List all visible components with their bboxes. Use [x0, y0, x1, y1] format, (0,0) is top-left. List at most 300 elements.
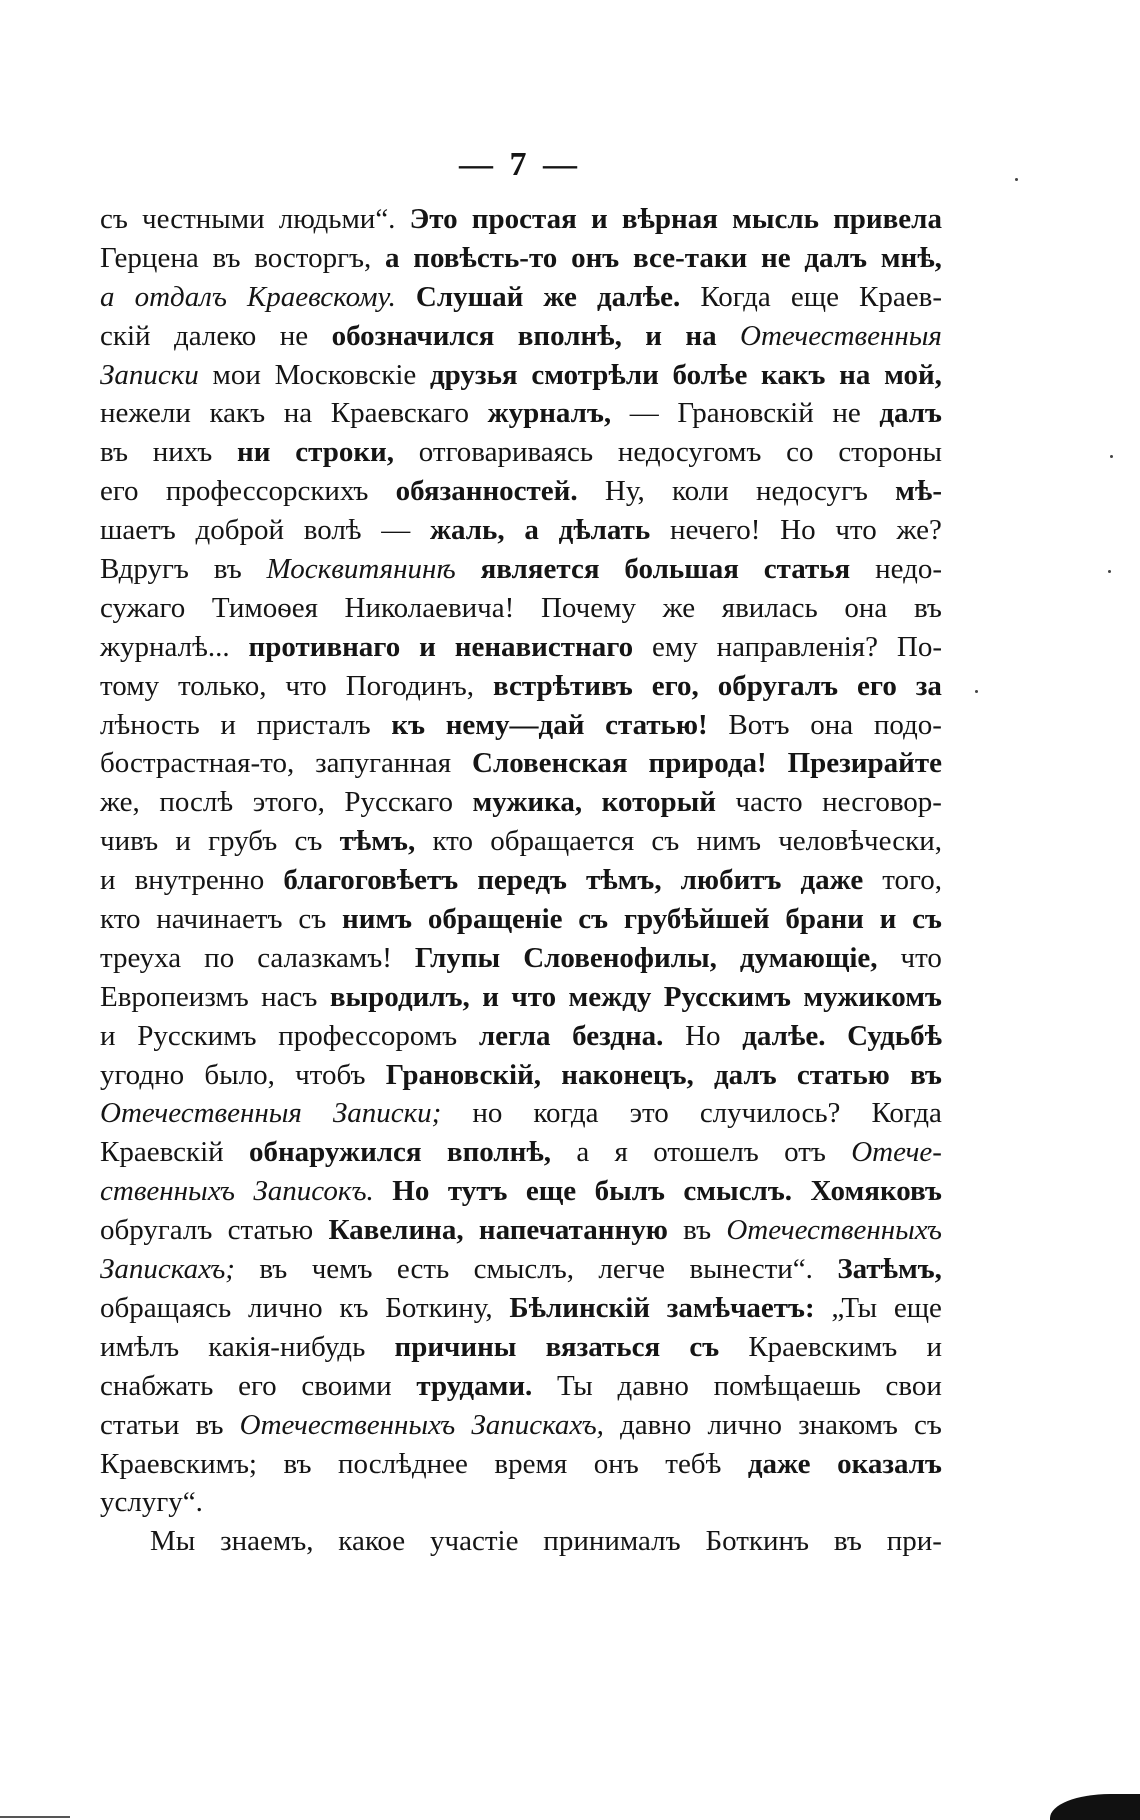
word: скій [100, 319, 151, 352]
word: Но [392, 1175, 430, 1208]
word: обращается [490, 825, 635, 858]
word: и [590, 203, 608, 235]
word: начинаетъ [156, 903, 283, 936]
word: обязанностей. [395, 475, 578, 508]
word: Записки [100, 358, 199, 391]
text-line [100, 822, 942, 861]
word: — [629, 397, 659, 430]
word: знаемъ, [220, 1525, 314, 1558]
word: тому [100, 669, 160, 702]
scan-speck [1110, 455, 1113, 458]
word: обругалъ [717, 669, 839, 702]
ink-smudge [1050, 1794, 1140, 1820]
word: въ [195, 1408, 224, 1441]
word: далъ [804, 241, 867, 274]
word: салазкамъ! [257, 941, 392, 974]
text-line [100, 939, 942, 978]
word: Отечественныя [740, 319, 942, 352]
word: любитъ [680, 864, 782, 897]
word: далъ [879, 397, 942, 430]
word: въ [259, 1253, 288, 1286]
word: Отечественныхъ [726, 1214, 942, 1247]
word: статьи [100, 1408, 180, 1441]
word: еще [893, 1291, 942, 1324]
text-line [100, 1289, 942, 1328]
word: Мы [150, 1525, 196, 1558]
word: обнаружился [248, 1136, 422, 1169]
word: снабжать [100, 1369, 214, 1402]
word: статья [763, 553, 851, 586]
word: мужика, [472, 786, 583, 819]
text-line [100, 1367, 942, 1406]
text-line [100, 628, 942, 667]
word: нимъ [342, 903, 413, 936]
word: что [835, 514, 877, 547]
word: Но [685, 1019, 721, 1052]
word: Когда [871, 1097, 942, 1130]
word: грубѣйшей [623, 903, 770, 936]
word: участіе [430, 1525, 519, 1558]
word: обругалъ [100, 1214, 213, 1247]
word: угодно [100, 1058, 185, 1091]
text-line [100, 200, 942, 239]
word: давно [619, 1408, 692, 1441]
word: что [285, 669, 327, 702]
word: Тимоѳея [211, 591, 318, 624]
word: Словенофилы, [523, 941, 717, 974]
word: кто [100, 903, 141, 936]
word: замѣчаетъ: [666, 1291, 815, 1324]
word: профессорскихъ [165, 475, 369, 508]
word: Глупы [414, 941, 501, 974]
text-line [100, 394, 942, 433]
word: Ты [557, 1369, 593, 1402]
word: время [494, 1447, 568, 1480]
word: мѣ- [895, 475, 942, 508]
word: Грановскій, [385, 1058, 542, 1091]
word: тѣмъ, [339, 825, 416, 858]
word: а [385, 241, 400, 274]
word: Отечественныя [100, 1097, 302, 1130]
word: послѣднее [338, 1447, 468, 1480]
word: грубъ [208, 825, 278, 858]
text-line [100, 356, 942, 395]
word: съ [912, 903, 942, 936]
word: и [100, 864, 116, 897]
word: обращеніе [427, 903, 563, 936]
word: въ [913, 591, 942, 624]
word: въ [683, 1214, 712, 1247]
word: же? [896, 514, 942, 547]
text-line [100, 239, 942, 278]
word: же [662, 591, 696, 624]
word: съ [914, 1408, 942, 1441]
word: Слушай [415, 280, 524, 313]
word: въ [833, 1525, 862, 1558]
word: даже [800, 864, 864, 897]
word: своими [301, 1369, 392, 1402]
word: чемъ [311, 1253, 373, 1286]
text-line [100, 861, 942, 900]
text-line [100, 1328, 942, 1367]
word: восторгъ, [254, 241, 372, 274]
word: принималъ [543, 1525, 681, 1558]
word: Краевскаго [330, 397, 469, 430]
word: передъ [477, 864, 567, 897]
word: мнѣ, [880, 241, 942, 274]
word: Боткину, [385, 1291, 493, 1324]
word: Русскимъ [663, 980, 791, 1013]
text-line [100, 744, 942, 783]
word: въ [212, 241, 241, 274]
word: съ [689, 1330, 720, 1363]
word: чтобъ [295, 1058, 366, 1091]
text-line [100, 667, 942, 706]
word: статью! [605, 708, 708, 741]
word: какъ [761, 358, 826, 391]
text-line [100, 1133, 942, 1172]
word: журналѣ... [100, 630, 230, 663]
word: Московскіе [274, 358, 417, 391]
word: противнаго [248, 630, 401, 663]
word: на [685, 319, 717, 352]
text-line [100, 511, 942, 550]
word: Словенская [472, 747, 628, 780]
word: далеко [173, 319, 257, 352]
word: Презирайте [787, 747, 942, 780]
word: нихъ [152, 436, 213, 469]
text-line [100, 978, 942, 1017]
word: еще [525, 1175, 577, 1208]
word: и [645, 319, 662, 352]
word: треуха [100, 941, 182, 974]
word: къ [391, 708, 425, 741]
word: что [511, 980, 557, 1013]
text-line [100, 1211, 942, 1250]
word: Герцена [100, 241, 199, 274]
word: Когда [700, 280, 771, 313]
word: недосугомъ [617, 436, 762, 469]
text-line [100, 1406, 942, 1445]
word: легче [598, 1253, 666, 1286]
word: недосугъ [756, 475, 868, 508]
word: Почему [540, 591, 636, 624]
text-line [100, 900, 942, 939]
word: мой, [884, 358, 942, 391]
word: подо- [873, 708, 942, 741]
word: и [482, 980, 499, 1013]
word: наконецъ, [561, 1058, 694, 1091]
word: Записки; [332, 1097, 442, 1130]
page-number: — 7 — [459, 146, 581, 183]
word: выродилъ, [329, 980, 470, 1013]
word: это [629, 1097, 669, 1130]
text-line [100, 1056, 942, 1095]
word: ственныхъ [100, 1175, 235, 1208]
word: обращаясь [100, 1291, 232, 1324]
word: Краевскій [100, 1136, 224, 1169]
word: этого, [252, 786, 325, 819]
text-line [100, 317, 942, 356]
word: Русскимъ [137, 1019, 257, 1052]
word: отдалъ [134, 280, 227, 313]
word: лѣность [100, 708, 200, 741]
word: все-таки [632, 241, 748, 274]
word: журналъ, [487, 397, 612, 430]
word: есть [396, 1253, 450, 1286]
word: Это [409, 203, 458, 235]
word: но [472, 1097, 503, 1130]
word: смыслъ. [683, 1175, 792, 1208]
word: — [381, 514, 411, 547]
word: трудами. [416, 1369, 533, 1402]
text-line [100, 589, 942, 628]
word: доброй [195, 514, 284, 547]
word: не [279, 319, 309, 352]
word: тѣмъ, [586, 864, 662, 897]
word: какъ [209, 397, 266, 430]
word: ни [237, 436, 271, 469]
word: нимъ [696, 825, 761, 858]
word: его [857, 669, 897, 702]
word: бострастная-то, [100, 747, 295, 780]
word: статью [796, 1058, 890, 1091]
word: человѣчески, [778, 825, 942, 858]
word: лично [707, 1408, 783, 1441]
word: Ну, [604, 475, 645, 508]
word: на [839, 358, 871, 391]
word: вынести“. [689, 1253, 813, 1286]
word: болѣе [672, 358, 748, 391]
text-line [100, 472, 942, 511]
word: Краевскимъ [748, 1330, 898, 1363]
text-line [100, 783, 942, 822]
word: Москвитянинѣ [266, 553, 456, 586]
word: часто [735, 786, 803, 819]
word: къ [339, 1291, 369, 1324]
word: простая [471, 203, 577, 235]
word: нему—дай [445, 708, 585, 741]
word: тебѣ [665, 1447, 722, 1480]
word: не [761, 241, 791, 274]
word: встрѣтивъ [492, 669, 633, 702]
word: отговариваясь [418, 436, 594, 469]
word: какія-нибудь [208, 1330, 366, 1363]
word: повѣсть-то [413, 241, 558, 274]
word: не [832, 397, 861, 430]
scan-speck [1015, 178, 1018, 181]
word: несговор- [822, 786, 942, 819]
word: стороны [838, 436, 942, 469]
word: Кавелина, [328, 1214, 464, 1247]
word: даже [747, 1447, 811, 1480]
word: его [100, 475, 139, 508]
word: случилось? [699, 1097, 841, 1130]
word: Боткинъ [705, 1525, 810, 1558]
word: людьми“. [278, 203, 396, 235]
word: ему [652, 630, 698, 663]
word: когда [533, 1097, 599, 1130]
word: нечего! [669, 514, 761, 547]
word: явилась [721, 591, 818, 624]
word: помѣщаешь [713, 1369, 861, 1402]
word: Записокъ. [253, 1175, 374, 1208]
word: Запискахъ, [471, 1408, 604, 1441]
word: я [614, 1136, 628, 1169]
word: и [879, 903, 897, 936]
word: въ [283, 1447, 312, 1480]
word: же [543, 280, 577, 313]
word: тутъ [447, 1175, 508, 1208]
word: Краевскому. [246, 280, 396, 313]
word: Отечественныхъ [239, 1408, 456, 1441]
word: Судьбѣ [847, 1019, 942, 1052]
word: дѣлать [558, 514, 651, 547]
word: его [238, 1369, 277, 1402]
word: волѣ [303, 514, 362, 547]
word: недо- [875, 553, 942, 586]
text-line [100, 433, 942, 472]
word: кто [432, 825, 473, 858]
word: Краевскимъ; [100, 1447, 257, 1480]
word: благоговѣетъ [283, 864, 459, 897]
word: нежели [100, 397, 191, 430]
word: шаетъ [100, 514, 176, 547]
word: знакомъ [798, 1408, 898, 1441]
word: былъ [594, 1175, 665, 1208]
word: далѣе. [597, 280, 681, 313]
word: отъ [784, 1136, 826, 1169]
word: друзья [430, 358, 518, 391]
word: а [100, 280, 115, 313]
text-line [100, 1445, 942, 1484]
word: что [900, 941, 942, 974]
word: думающіе, [739, 941, 878, 974]
word: въ [910, 1058, 942, 1091]
word: далъ [714, 1058, 777, 1091]
word: Вдругъ [100, 553, 189, 586]
word: запуганная [315, 747, 452, 780]
word: Запискахъ; [100, 1253, 235, 1286]
word: между [568, 980, 652, 1013]
word: является [480, 553, 600, 586]
word: мужикомъ [803, 980, 942, 1013]
word: съ [298, 903, 327, 936]
scan-edge-mark [0, 1816, 70, 1818]
word: смотрѣли [531, 358, 659, 391]
word: привела [833, 203, 942, 235]
word: вѣрная [621, 203, 718, 235]
text-line [100, 706, 942, 745]
word: и [175, 825, 191, 858]
word: Грановскій [677, 397, 814, 430]
text-line [100, 1522, 942, 1561]
word: и [419, 630, 436, 663]
word: вполнѣ, [517, 319, 622, 352]
word: природа! [648, 747, 767, 780]
word: честными [142, 203, 265, 235]
word: въ [213, 553, 242, 586]
word: давно [617, 1369, 689, 1402]
word: со [786, 436, 814, 469]
word: присталъ [256, 708, 371, 741]
word: мысль [732, 203, 819, 235]
word: далѣе. [742, 1019, 826, 1052]
word: напечатанную [478, 1214, 668, 1247]
word: Европеизмъ [100, 980, 249, 1013]
word: направленія? [716, 630, 878, 663]
word: большая [624, 553, 739, 586]
word: и [100, 1019, 116, 1052]
word: на [283, 397, 313, 430]
word: еще [790, 280, 839, 313]
word: Хомяковъ [810, 1175, 942, 1208]
word: сужаго [100, 591, 186, 624]
word: обозначился [331, 319, 495, 352]
word: Отече- [851, 1136, 942, 1169]
scan-speck [975, 690, 978, 693]
word: лично [248, 1291, 323, 1324]
word: а [576, 1136, 590, 1169]
text-line [100, 1172, 942, 1211]
word: чивъ [100, 825, 159, 858]
word: а [524, 514, 539, 547]
word: Краев- [859, 280, 942, 313]
word: статью [227, 1214, 314, 1247]
word: свои [885, 1369, 942, 1402]
scan-speck [1108, 570, 1111, 573]
word: только, [178, 669, 267, 702]
text-line [100, 1094, 942, 1133]
word: строки, [295, 436, 394, 469]
word: она [810, 708, 854, 741]
word: услугу“. [100, 1486, 203, 1519]
text-line [100, 278, 942, 317]
word: ненавистнаго [454, 630, 634, 663]
word: внутренно [134, 864, 265, 897]
word: насъ [261, 980, 318, 1013]
word: она [844, 591, 888, 624]
word: вязаться [545, 1330, 661, 1363]
word: вполнѣ, [446, 1136, 552, 1169]
body-text [100, 200, 942, 1561]
word: Русскаго [344, 786, 453, 819]
word: бездна. [572, 1019, 664, 1052]
word: профессоромъ [278, 1019, 458, 1052]
word: Николаевича! [344, 591, 515, 624]
word: Затѣмъ, [837, 1253, 942, 1286]
word: По- [896, 630, 942, 663]
word: и [926, 1330, 942, 1363]
word: брани [785, 903, 864, 936]
word: Вотъ [728, 708, 790, 741]
text-line [100, 1250, 942, 1289]
word: Но [780, 514, 816, 547]
word: съ [294, 825, 323, 858]
word: его, [651, 669, 699, 702]
word: съ [651, 825, 680, 858]
word: онъ [571, 241, 620, 274]
word: было, [204, 1058, 275, 1091]
word: какое [338, 1525, 406, 1558]
word: послѣ [159, 786, 234, 819]
text-line [100, 1483, 942, 1522]
word: легла [478, 1019, 551, 1052]
word: онъ [593, 1447, 639, 1480]
text-line [100, 550, 942, 589]
word: же, [100, 786, 140, 819]
word: „Ты [831, 1291, 878, 1324]
